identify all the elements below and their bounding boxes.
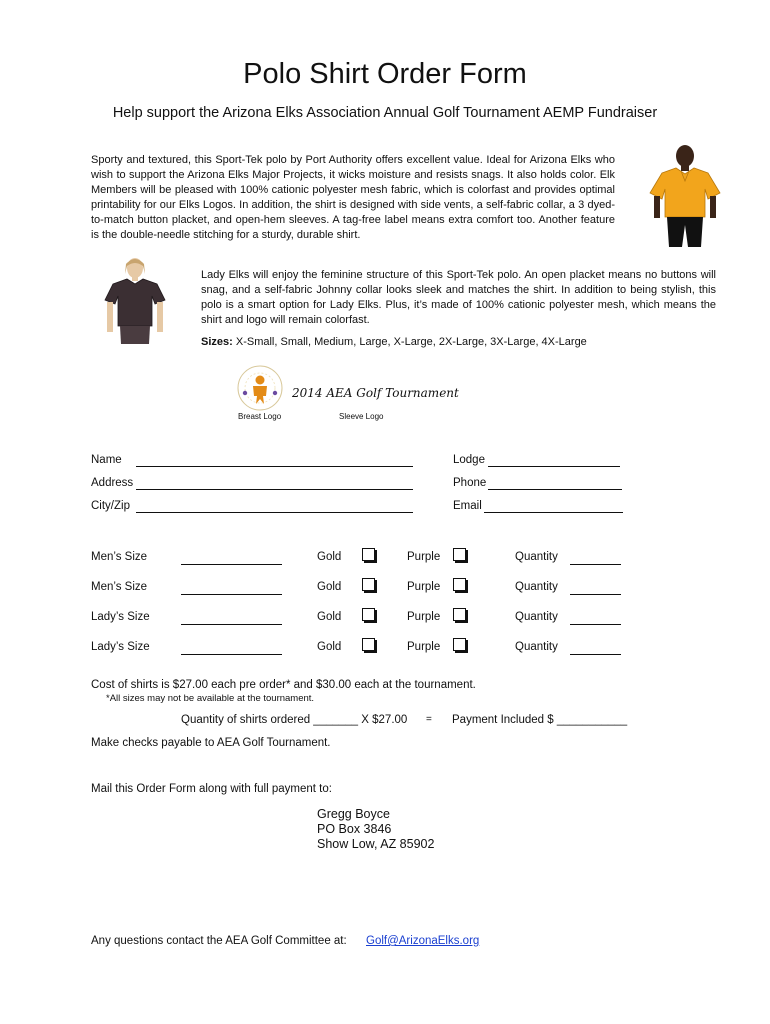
mail-city: Show Low, AZ 85902 (317, 837, 435, 851)
purple-checkbox[interactable] (453, 638, 466, 651)
sizes-label: Sizes: (201, 336, 233, 348)
mail-instructions: Mail this Order Form along with full payment to: (91, 783, 332, 795)
quantity-field[interactable] (570, 624, 621, 625)
gold-label: Gold (317, 611, 342, 623)
page-title: Polo Shirt Order Form (243, 58, 527, 90)
breast-logo-elk-emblem (236, 364, 284, 412)
mailing-address (317, 807, 434, 852)
purple-checkbox[interactable] (453, 548, 466, 561)
ladies-description: Lady Elks will enjoy the feminine structure of this Sport-Tek polo. An open placket means no buttons will snag, and a self-fabric Johnny collar looks sleek and matches the shirt. In addition to being stylish, this polo is a smart option for Lady Elks. Plus, it’s made of 100% cationic polyester mesh, which means the shirt and logo will remain colorfast. (201, 269, 716, 326)
phone-label: Phone (453, 477, 487, 489)
size-field[interactable] (181, 654, 282, 655)
purple-label: Purple (407, 611, 441, 623)
size-field[interactable] (181, 564, 282, 565)
gold-label: Gold (317, 551, 342, 563)
size-field[interactable] (181, 594, 282, 595)
mens-description: Sporty and textured, this Sport-Tek polo by Port Authority offers excellent value. Ideal for Arizona Elks who wish to support the Arizona Elks Major Projects, it wicks moisture and resists snags. It also holds color. Elk Members will be pleased with 100% cationic polyester mesh fabric, which is colorfast and provides optimal printability for our Elks Logos. In addition, the shirt is designed with side vents, a self-fabric collar, a 3 dyed-to-match button placket, and open-hem sleeves. A tag-free label means extra comfort too. Another feature is the double-needle stitching for a sturdy, durable shirt. (91, 154, 615, 241)
quantity-field[interactable] (570, 654, 621, 655)
equals-sign: = (426, 714, 432, 725)
quantity-field[interactable] (570, 564, 621, 565)
questions-text: Any questions contact the AEA Golf Committee at: (91, 935, 347, 947)
name-field[interactable] (136, 466, 413, 467)
cityzip-field[interactable] (136, 512, 413, 513)
gold-label: Gold (317, 641, 342, 653)
purple-label: Purple (407, 581, 441, 593)
gold-checkbox[interactable] (362, 638, 375, 651)
breast-logo-caption: Breast Logo (238, 412, 282, 421)
page-subtitle: Help support the Arizona Elks Association Annual Golf Tournament AEMP Fundraiser (112, 105, 658, 121)
gold-checkbox[interactable] (362, 578, 375, 591)
quantity-ordered-text: Quantity of shirts ordered _______ X $27.00 (181, 714, 408, 726)
sizes-value: X-Small, Small, Medium, Large, X-Large, 2X-Large, 3X-Large, 4X-Large (235, 336, 587, 348)
purple-label: Purple (407, 641, 441, 653)
gold-label: Gold (317, 581, 342, 593)
cost-text: Cost of shirts is $27.00 each pre order* and $30.00 each at the tournament. (91, 679, 476, 691)
email-label: Email (453, 500, 482, 512)
lodge-field[interactable] (488, 466, 620, 467)
cityzip-label: City/Zip (91, 500, 130, 512)
quantity-label: Quantity (515, 581, 558, 593)
sleeve-logo-caption: Sleeve Logo (339, 412, 384, 421)
quantity-label: Quantity (515, 611, 558, 623)
sizes-note: *All sizes may not be available at the tournament. (106, 693, 315, 704)
size-label: Lady’s Size (91, 611, 150, 623)
contact-email-link[interactable]: Golf@ArizonaElks.org (366, 935, 480, 947)
size-label: Lady’s Size (91, 641, 150, 653)
size-field[interactable] (181, 624, 282, 625)
name-label: Name (91, 454, 122, 466)
sizes-line (201, 336, 587, 348)
email-field[interactable] (484, 512, 623, 513)
ladies-purple-polo-image (99, 256, 171, 344)
gold-checkbox[interactable] (362, 608, 375, 621)
quantity-label: Quantity (515, 641, 558, 653)
purple-label: Purple (407, 551, 441, 563)
mail-po-box: PO Box 3846 (317, 822, 392, 836)
address-label: Address (91, 477, 134, 489)
sleeve-logo-text: 2014 AEA Golf Tournament (292, 386, 459, 400)
phone-field[interactable] (488, 489, 622, 490)
purple-checkbox[interactable] (453, 578, 466, 591)
mail-name: Gregg Boyce (317, 807, 390, 821)
lodge-label: Lodge (453, 454, 485, 466)
payment-included-text: Payment Included $ ___________ (452, 714, 628, 726)
checks-payable-text: Make checks payable to AEA Golf Tournament. (91, 737, 331, 749)
quantity-field[interactable] (570, 594, 621, 595)
size-label: Men’s Size (91, 551, 148, 563)
gold-checkbox[interactable] (362, 548, 375, 561)
purple-checkbox[interactable] (453, 608, 466, 621)
address-field[interactable] (136, 489, 413, 490)
size-label: Men’s Size (91, 581, 148, 593)
quantity-label: Quantity (515, 551, 558, 563)
mens-gold-polo-image (646, 141, 724, 249)
